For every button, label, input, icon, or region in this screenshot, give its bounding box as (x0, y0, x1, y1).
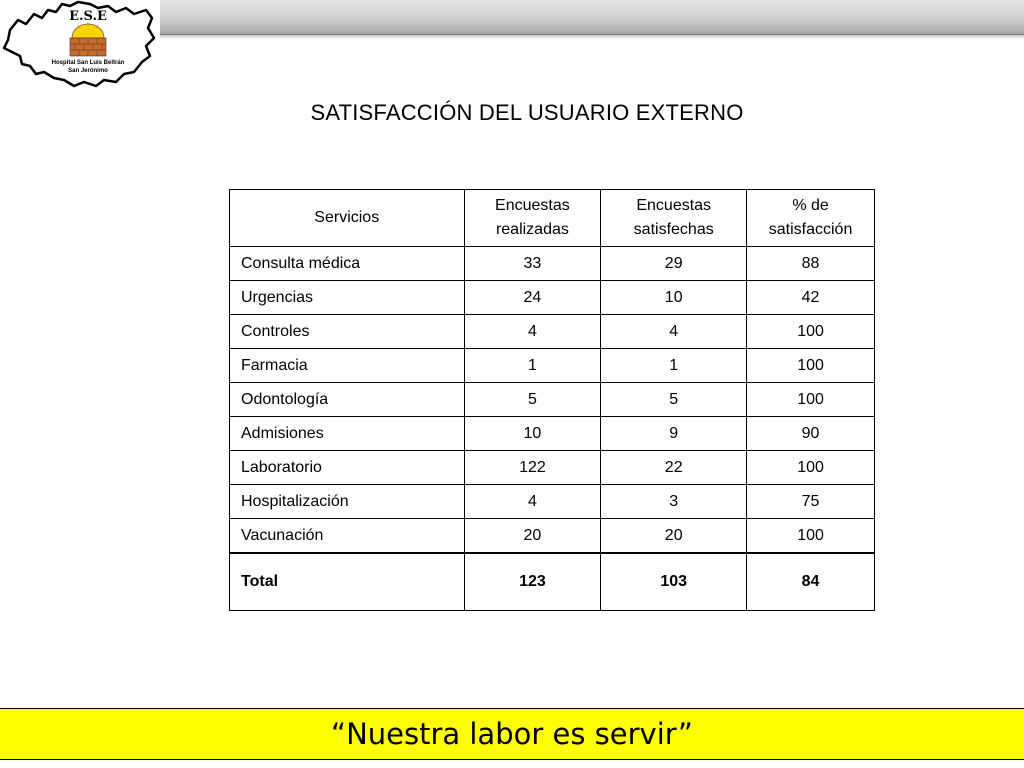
cell-satisfechas: 3 (601, 485, 747, 519)
cell-satisfechas: 29 (601, 247, 747, 281)
cell-service: Controles (230, 315, 465, 349)
cell-porcentaje: 75 (747, 485, 875, 519)
table-row (230, 315, 875, 349)
cell-service: Odontología (230, 383, 465, 417)
table-row (230, 451, 875, 485)
cell-satisfechas: 9 (601, 417, 747, 451)
cell-porcentaje: 88 (747, 247, 875, 281)
cell-service: Farmacia (230, 349, 465, 383)
table-row (230, 519, 875, 554)
cell-service: Vacunación (230, 519, 465, 554)
cell-realizadas: 122 (464, 451, 601, 485)
cell-satisfechas: 5 (601, 383, 747, 417)
cell-realizadas: 10 (464, 417, 601, 451)
header-bar-shadow (160, 35, 1024, 39)
cell-realizadas: 1 (464, 349, 601, 383)
cell-total-realizadas: 123 (464, 553, 601, 611)
cell-realizadas: 4 (464, 315, 601, 349)
table-total-row (230, 553, 875, 611)
cell-realizadas: 20 (464, 519, 601, 554)
table-row (230, 417, 875, 451)
cell-service: Hospitalización (230, 485, 465, 519)
motto-text: “Nuestra labor es servir” (331, 717, 693, 751)
satisfaction-table (229, 189, 875, 611)
cell-realizadas: 33 (464, 247, 601, 281)
cell-service: Urgencias (230, 281, 465, 315)
cell-satisfechas: 4 (601, 315, 747, 349)
cell-porcentaje: 42 (747, 281, 875, 315)
header-servicios: Servicios (230, 190, 465, 247)
table-row (230, 349, 875, 383)
logo-line2: San Jerónimo (68, 68, 108, 74)
cell-porcentaje: 100 (747, 451, 875, 485)
cell-total-label: Total (230, 553, 465, 611)
table-header-row (230, 190, 875, 247)
header-porcentaje-satisfaccion: % de satisfacción (747, 190, 875, 247)
cell-total-porcentaje: 84 (747, 553, 875, 611)
cell-satisfechas: 20 (601, 519, 747, 554)
cell-porcentaje: 90 (747, 417, 875, 451)
cell-porcentaje: 100 (747, 349, 875, 383)
hospital-logo (0, 0, 160, 90)
table-row (230, 281, 875, 315)
table-row (230, 485, 875, 519)
table-row (230, 247, 875, 281)
cell-total-satisfechas: 103 (601, 553, 747, 611)
header-encuestas-satisfechas: Encuestas satisfechas (601, 190, 747, 247)
cell-service: Laboratorio (230, 451, 465, 485)
cell-porcentaje: 100 (747, 383, 875, 417)
logo-abbrev: E.S.E (69, 9, 107, 24)
cell-satisfechas: 10 (601, 281, 747, 315)
cell-satisfechas: 1 (601, 349, 747, 383)
cell-porcentaje: 100 (747, 519, 875, 554)
cell-service: Consulta médica (230, 247, 465, 281)
cell-realizadas: 4 (464, 485, 601, 519)
cell-satisfechas: 22 (601, 451, 747, 485)
brick-wall-icon (70, 38, 106, 56)
cell-realizadas: 5 (464, 383, 601, 417)
cell-service: Admisiones (230, 417, 465, 451)
header-bar (160, 0, 1024, 35)
cell-realizadas: 24 (464, 281, 601, 315)
table-row (230, 383, 875, 417)
cell-porcentaje: 100 (747, 315, 875, 349)
logo-line1: Hospital San Luis Beltrán (51, 60, 125, 66)
page-title: SATISFACCIÓN DEL USUARIO EXTERNO (310, 100, 744, 125)
motto-banner (0, 708, 1024, 760)
header-encuestas-realizadas: Encuestas realizadas (464, 190, 601, 247)
